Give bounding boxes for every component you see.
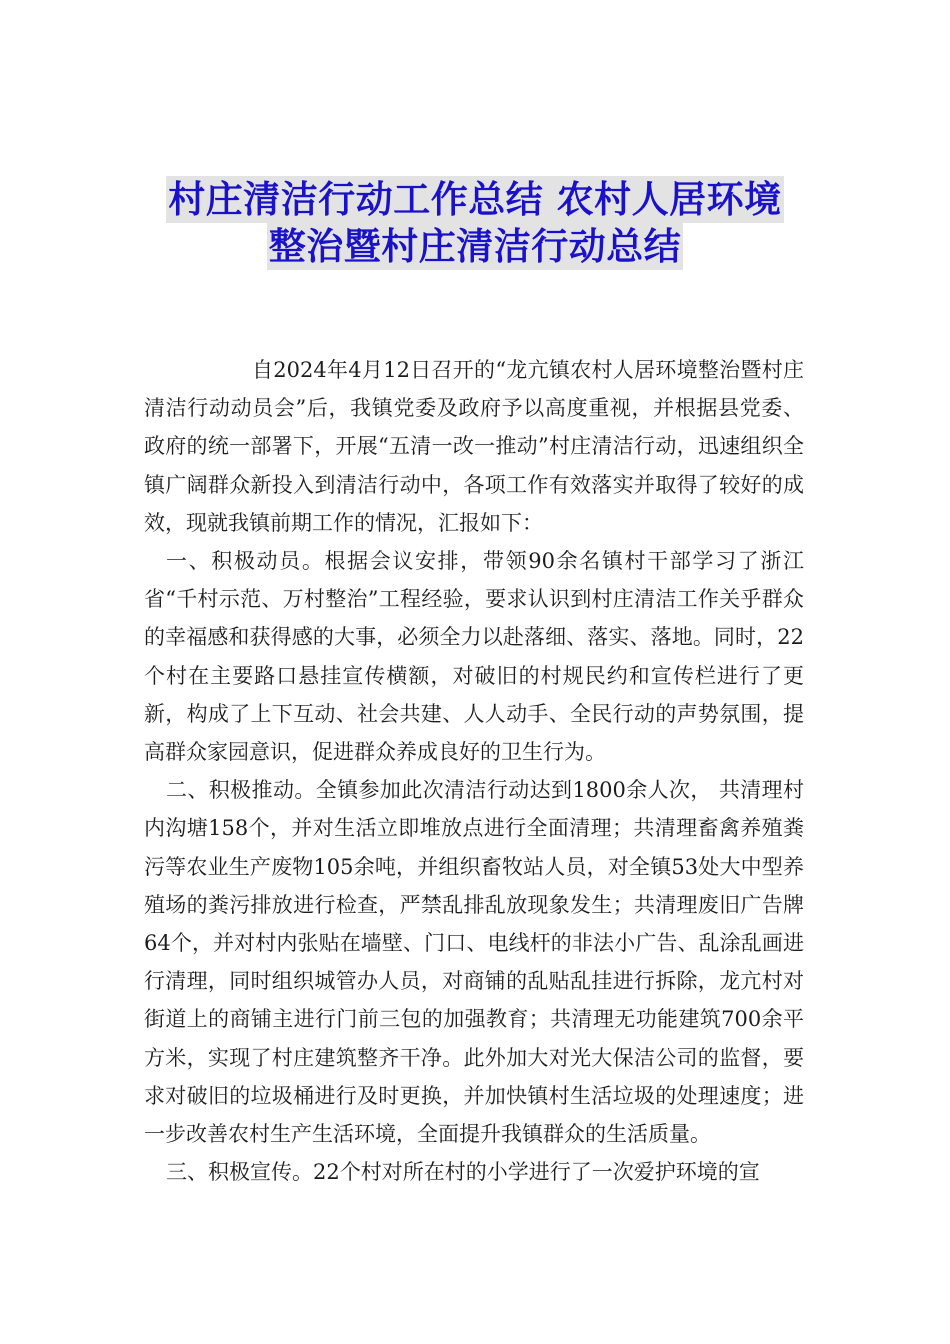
section-3-paragraph: 三、积极宣传。22个村对所在村的小学进行了一次爱护环境的宣 (166, 1160, 760, 1185)
title-line-2: 整治暨村庄清洁行动总结 (268, 225, 682, 268)
title-line-1: 村庄清洁行动工作总结 农村人居环境 (168, 178, 782, 221)
section-1-paragraph: 一、积极动员。根据会议安排，带领90余名镇村干部学习了浙江省“千村示范、万村整治”工程经验，要求认识到村庄清洁工作关乎群众的幸福感和获得感的大事，必须全力以赴落细、落实、落地。同时，22个村在主要路口悬挂宣传横额，对破旧的村规民约和宣传栏进行了更新，构成了上下互动、社会共建、人人动手、全民行动的声势氛围，提高群众家园意识，促进群众养成良好的卫生行为。 (144, 549, 804, 765)
document-title (0, 176, 950, 270)
intro-paragraph: 自2024年4月12日召开的“龙亢镇农村人居环境整治暨村庄清洁行动动员会”后，我镇党委及政府予以高度重视，并根据县党委、政府的统一部署下，开展“五清一改一推动”村庄清洁行动，迅速组织全镇广阔群众新投入到清洁行动中，各项工作有效落实并取得了较好的成效，现就我镇前期工作的情况，汇报如下： (144, 358, 804, 535)
document-body (144, 351, 804, 1191)
section-2-paragraph: 二、积极推动。全镇参加此次清洁行动达到1800余人次， 共清理村内沟塘158个，并对生活立即堆放点进行全面清理；共清理畜禽养殖粪污等农业生产废物105余吨，并组织畜牧站人员，对全镇53处大中型养殖场的粪污排放进行检查，严禁乱排乱放现象发生；共清理废旧广告牌64个，并对村内张贴在墙壁、门口、电线杆的非法小广告、乱涂乱画进行清理，同时组织城管办人员，对商铺的乱贴乱挂进行拆除，龙亢村对街道上的商铺主进行门前三包的加强教育；共清理无功能建筑700余平方米，实现了村庄建筑整齐干净。此外加大对光大保洁公司的监督，要求对破旧的垃圾桶进行及时更换，并加快镇村生活垃圾的处理速度；进一步改善农村生产生活环境，全面提升我镇群众的生活质量。 (144, 778, 804, 1147)
